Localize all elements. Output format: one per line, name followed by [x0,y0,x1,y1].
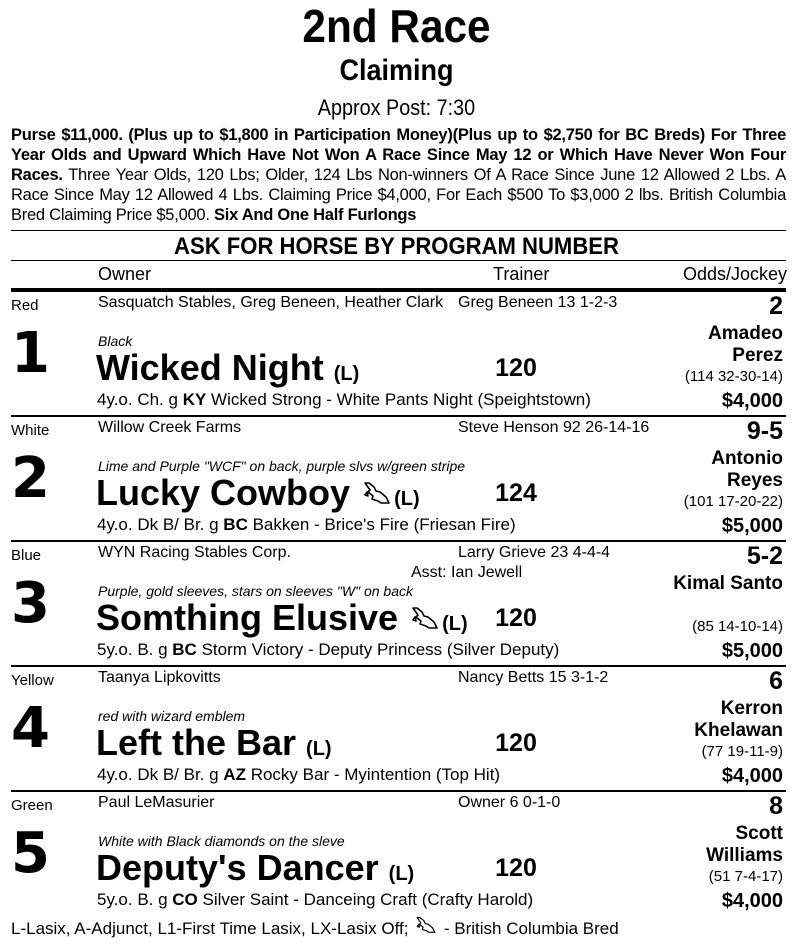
trainer-name: Steve Henson 92 26-14-16 [458,419,650,436]
claiming-price: $4,000 [721,890,783,912]
trainer-name: Nancy Betts 15 3-1-2 [458,669,609,686]
pedigree: Bakken - Brice's Fire (Friesan Fire) [247,515,516,534]
age-sex: 5y.o. B. g [97,890,173,909]
entry-divider [11,540,786,542]
horse-name: Lucky Cowboy [96,472,351,513]
breeding [97,890,533,910]
jockey-stats: (85 14-10-14) [692,618,783,635]
weight: 120 [495,354,537,382]
owner-name: Sasquatch Stables, Greg Beneen, Heather Clark [98,294,444,311]
medication: (L) [442,613,468,635]
age-sex: 4y.o. Dk B/ Br. g [97,765,224,784]
silks-description: Black [98,333,133,349]
jockey-name: Kimal Santo [673,573,783,594]
morning-line-odds: 9-5 [746,417,783,445]
breeding [97,640,559,660]
claiming-price: $5,000 [721,515,783,537]
horse-name: Somthing Elusive [96,597,399,638]
saddle-cloth-color: Blue [11,547,42,564]
jockey-name: Antonio Reyes [711,448,783,491]
jockey-stats: (101 17-20-22) [683,493,783,510]
assistant-trainer: Asst: Ian Jewell [411,564,523,581]
ask-banner: ASK FOR HORSE BY PROGRAM NUMBER [174,233,619,260]
jockey-name: Amadeo Perez [708,323,783,366]
trainer-name: Larry Grieve 23 4-4-4 [458,544,611,561]
horse-name: Wicked Night [96,347,324,388]
race-entry [11,665,786,790]
claiming-price: $5,000 [721,640,783,662]
state-bred: KY [182,390,207,409]
weight: 124 [495,479,537,507]
weight: 120 [495,729,537,757]
jockey-name: Kerron Khelawan [694,698,783,741]
age-sex: 4y.o. Ch. g [97,390,183,409]
pedigree: Silver Saint - Danceing Craft (Crafty Harold) [197,890,534,909]
morning-line-odds: 6 [769,667,783,695]
entry-divider [11,790,786,792]
medication: (L) [394,488,420,510]
state-bred: CO [172,890,198,909]
odds-jockey-column-header: Odds/Jockey [683,264,788,284]
breeding [97,765,500,785]
race-entry [11,540,786,665]
race-type: Claiming [339,54,454,87]
program-number: 3 [11,571,50,636]
horse-name-line [96,848,414,894]
entry-divider [11,665,786,667]
horse-name-line [96,598,468,644]
breeding [97,390,591,410]
claiming-price: $4,000 [721,765,783,787]
medication: (L) [388,863,415,885]
bc-map-icon [410,606,440,630]
weight: 120 [495,854,537,882]
post-time: Approx Post: 7:30 [317,95,476,120]
trainer-column-header: Trainer [493,264,550,284]
banner-divider [11,260,786,261]
race-entry [11,415,786,540]
state-bred: AZ [223,765,246,784]
owner-name: WYN Racing Stables Corp. [98,544,291,561]
race-title: 2nd Race [302,0,491,52]
program-number: 1 [11,321,50,386]
jockey-stats: (114 32-30-14) [684,368,783,385]
state-bred: BC [172,640,197,659]
horse-name: Left the Bar [96,722,297,763]
bc-map-icon [362,481,392,505]
silks-description: Lime and Purple "WCF" on back, purple slvs w/green stripe [98,458,466,474]
horse-name-line [96,723,332,769]
bc-map-icon [415,916,437,934]
program-number: 4 [11,696,50,761]
saddle-cloth-color: White [11,422,50,439]
horse-name: Deputy's Dancer [96,847,379,888]
jockey-stats: (51 7-4-17) [708,868,783,885]
conditions-divider [11,230,786,231]
owner-column-header: Owner [98,264,152,284]
saddle-cloth-color: Green [11,797,53,814]
program-number: 5 [11,821,50,886]
owner-name: Willow Creek Farms [98,419,242,436]
state-bred: BC [223,515,248,534]
medication: (L) [306,738,332,760]
race-conditions [11,125,786,225]
trainer-name: Owner 6 0-1-0 [458,794,561,811]
morning-line-odds: 5-2 [746,542,783,570]
race-entry [11,790,786,915]
entry-divider [11,415,786,417]
race-distance: Six And One Half Furlongs [214,206,417,224]
conditions-text: Three Year Olds, 120 Lbs; Older, 124 Lbs Non-winners Of A Race Since June 12 Allowed 2 Lbs. A Race Since May 12 Allowed 4 Lbs. Claiming Price $4,000, For Each $500 To $3,000 2 lbs. British Columbia Bred Claiming Price $5,000. [11,166,786,224]
legend-text: L-Lasix, A-Adjunct, L1-First Time Lasix, LX-Lasix Off; [11,919,414,938]
jockey-stats: (77 19-11-9) [701,743,783,760]
weight: 120 [495,604,537,632]
jockey-name: Scott Williams [706,823,783,866]
pedigree: Wicked Strong - White Pants Night (Speightstown) [206,390,591,409]
age-sex: 4y.o. Dk B/ Br. g [97,515,224,534]
morning-line-odds: 8 [769,792,783,820]
owner-name: Paul LeMasurier [98,794,215,811]
race-entry [11,290,786,415]
horse-name-line [96,348,359,394]
claiming-price: $4,000 [721,390,783,412]
silks-description: White with Black diamonds on the sleve [98,833,345,849]
pedigree: Rocky Bar - Myintention (Top Hit) [245,765,501,784]
horse-name-line [96,473,420,519]
saddle-cloth-color: Yellow [11,672,54,689]
age-sex: 5y.o. B. g [97,640,173,659]
pedigree: Storm Victory - Deputy Princess (Silver Deputy) [196,640,560,659]
owner-name: Taanya Lipkovitts [98,669,221,686]
medication: (L) [333,363,360,385]
saddle-cloth-color: Red [11,297,39,314]
trainer-name: Greg Beneen 13 1-2-3 [458,294,618,311]
legend [11,916,619,940]
silks-description: Purple, gold sleeves, stars on sleeves "W" on back [98,583,413,599]
program-number: 2 [11,446,50,511]
breeding [97,515,516,535]
silks-description: red with wizard emblem [98,708,246,724]
legend-bc-text: - British Columbia Bred [439,919,619,938]
conditions-bold: Purse $11,000. (Plus up to $1,800 in Participation Money)(Plus up to $2,750 for BC Breds) For Three Year Olds and Upward Which Have Not Won A Race Since May 12 or Which Have Never Won Four Races. [11,126,786,184]
morning-line-odds: 2 [769,292,783,320]
